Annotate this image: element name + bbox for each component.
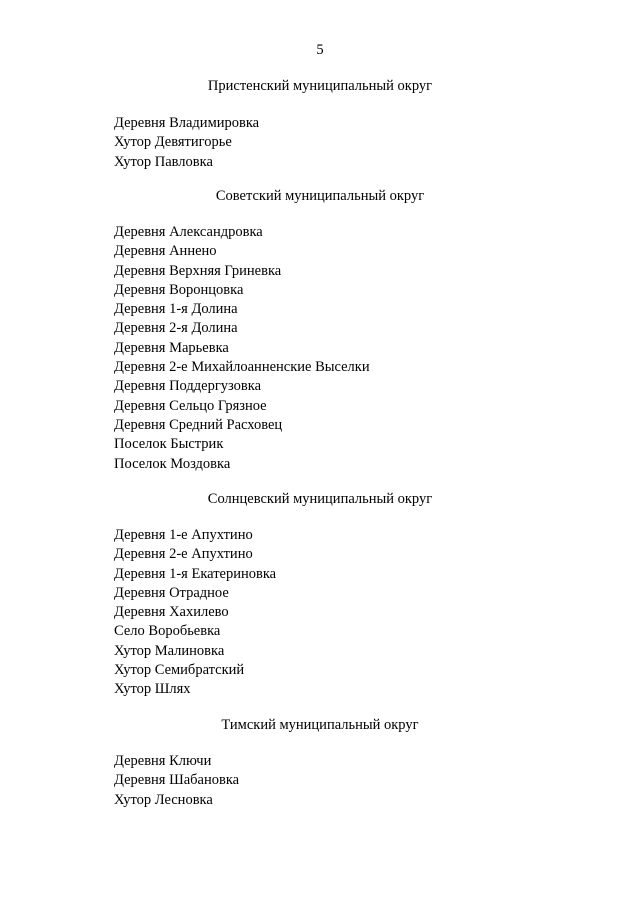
section-heading-sovet: Советский муниципальный округ — [215, 188, 425, 204]
section-heading-solnts: Солнцевский муниципальный округ — [207, 491, 433, 507]
list-item: Поселок Моздовка — [114, 455, 231, 472]
list-item: Деревня Аннено — [114, 243, 217, 260]
settlement-list-sovet — [114, 223, 370, 474]
list-item: Хутор Девятигорье — [114, 134, 232, 151]
list-item: Деревня 2-е Михайлоанненские Выселки — [114, 359, 370, 376]
list-item: Село Воробьевка — [114, 623, 221, 640]
list-item: Деревня 2-я Долина — [114, 320, 238, 337]
list-item: Деревня 1-я Екатериновка — [114, 565, 277, 582]
settlement-list-solnts — [114, 526, 276, 700]
list-item: Деревня Сельцо Грязное — [114, 397, 267, 414]
list-item: Хутор Шлях — [114, 681, 191, 698]
list-item: Поселок Быстрик — [114, 436, 224, 453]
list-item: Хутор Семибратский — [114, 662, 245, 679]
list-item: Деревня Воронцовка — [114, 281, 244, 298]
list-item: Деревня Владимировка — [114, 115, 260, 131]
list-item: Деревня Средний Расховец — [114, 416, 283, 433]
settlement-list-pristen — [114, 114, 259, 172]
list-item: Деревня 1-е Апухтино — [114, 527, 253, 543]
list-item: Деревня 2-е Апухтино — [114, 546, 253, 563]
list-item: Хутор Павловка — [114, 153, 213, 170]
list-item: Деревня Отрадное — [114, 584, 229, 601]
list-item: Деревня Марьевка — [114, 339, 229, 356]
list-item: Хутор Малиновка — [114, 642, 225, 659]
list-item: Хутор Лесновка — [114, 791, 213, 808]
settlement-list-tim — [114, 752, 239, 810]
list-item: Деревня 1-я Долина — [114, 301, 238, 318]
page-number: 5 — [316, 42, 324, 58]
list-item: Деревня Поддергузовка — [114, 378, 262, 395]
list-item: Деревня Верхняя Гриневка — [114, 262, 282, 279]
list-item: Деревня Ключи — [114, 753, 212, 769]
list-item: Деревня Шабановка — [114, 772, 240, 789]
section-heading-pristen: Пристенский муниципальный округ — [207, 78, 433, 94]
section-heading-tim: Тимский муниципальный округ — [221, 717, 419, 733]
list-item: Деревня Александровка — [114, 224, 263, 240]
list-item: Деревня Хахилево — [114, 604, 229, 621]
